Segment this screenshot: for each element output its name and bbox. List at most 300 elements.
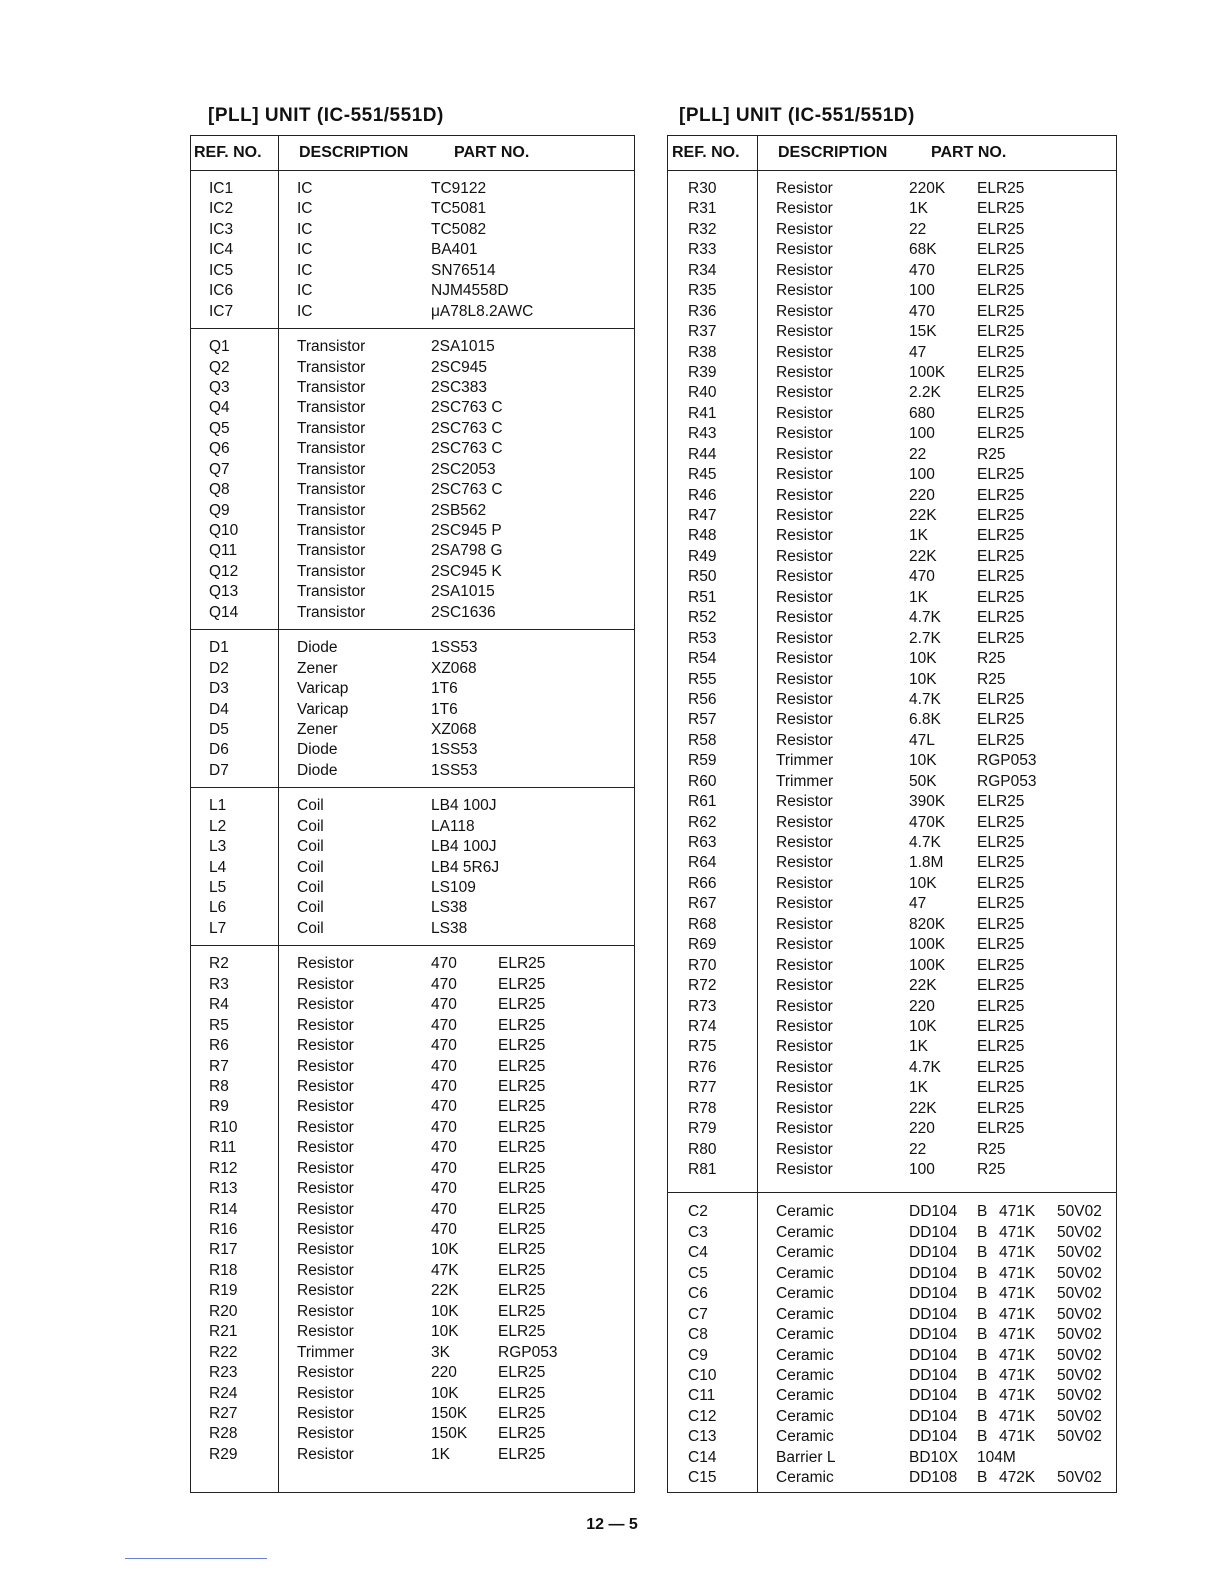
cell-ref-no: R9 <box>209 1098 229 1116</box>
cell-part-no: 10K <box>431 1241 459 1259</box>
cell-ref-no: Q5 <box>209 419 230 437</box>
cell-ref-no: C7 <box>688 1305 708 1323</box>
cell-ref-no: R22 <box>209 1343 238 1361</box>
cell-description: Resistor <box>776 834 833 851</box>
table-row <box>668 976 1116 996</box>
cell-ref-no: R58 <box>688 731 717 749</box>
cell-ref-no: Q12 <box>209 562 239 580</box>
cell-description: Resistor <box>776 200 833 218</box>
cell-part-no: 390K <box>909 793 946 811</box>
cell-part-voltage: 50V02 <box>1057 1223 1102 1241</box>
cell-description: Ceramic <box>776 1305 834 1323</box>
table-row <box>191 1384 634 1404</box>
table-row <box>191 1138 634 1158</box>
cell-description: Resistor <box>776 956 833 974</box>
table-row <box>668 383 1116 403</box>
cell-ref-no: R48 <box>688 527 717 545</box>
cell-description: Ceramic <box>776 1244 834 1262</box>
cell-ref-no: R44 <box>688 445 717 463</box>
cell-description: Resistor <box>776 384 833 402</box>
table-row <box>191 1343 634 1363</box>
cell-description: Barrier L <box>776 1448 836 1466</box>
cell-description: Resistor <box>297 996 354 1014</box>
cell-part-no: LS38 <box>431 919 468 937</box>
table-row <box>191 281 634 301</box>
cell-part-spec: ELR25 <box>977 997 1025 1015</box>
cell-description: Resistor <box>297 1261 354 1279</box>
cell-ref-no: R36 <box>688 302 717 320</box>
cell-ref-no: R14 <box>209 1200 238 1218</box>
cell-description: Diode <box>297 639 338 657</box>
cell-part-voltage: 50V02 <box>1057 1244 1102 1262</box>
cell-part-no: DD104 <box>909 1244 958 1262</box>
cell-ref-no: R52 <box>688 609 717 627</box>
cell-part-value: 471K <box>999 1244 1036 1262</box>
cell-description: Resistor <box>297 1323 354 1341</box>
cell-part-no: 10K <box>909 874 937 892</box>
cell-description: Resistor <box>297 975 354 993</box>
cell-ref-no: R60 <box>688 772 717 790</box>
cell-part-spec: ELR25 <box>977 507 1025 524</box>
cell-part-voltage: 50V02 <box>1057 1366 1102 1384</box>
cell-ref-no: R56 <box>688 690 717 708</box>
table-row <box>668 1078 1116 1098</box>
cell-ref-no: R35 <box>688 282 717 300</box>
cell-part-spec: ELR25 <box>498 1118 546 1136</box>
table-row <box>191 337 634 357</box>
cell-part-no: 10K <box>909 670 937 688</box>
cell-part-no: 2SA1015 <box>431 338 495 356</box>
cell-description: Trimmer <box>297 1343 355 1361</box>
cell-description: Resistor <box>776 568 833 586</box>
cell-description: Resistor <box>297 1282 354 1300</box>
cell-part-spec: ELR25 <box>977 1079 1025 1097</box>
cell-part-no: 470 <box>431 1139 457 1157</box>
cell-part-value: 471K <box>999 1366 1036 1384</box>
cell-part-spec: ELR25 <box>498 1098 546 1116</box>
cell-part-grade: B <box>977 1469 988 1487</box>
cell-ref-no: R77 <box>688 1079 717 1097</box>
cell-part-no: LA118 <box>431 817 475 835</box>
cell-ref-no: Q10 <box>209 522 239 539</box>
cell-description: Resistor <box>297 1077 354 1095</box>
cell-part-grade: B <box>977 1305 988 1323</box>
table-row <box>668 1037 1116 1057</box>
cell-ref-no: Q6 <box>209 440 230 458</box>
cell-description: Resistor <box>297 1404 354 1422</box>
table-row <box>191 740 634 760</box>
cell-description: Resistor <box>297 1221 354 1238</box>
cell-part-no: LB4 100J <box>431 797 497 815</box>
right-title: [PLL] UNIT (IC-551/551D) <box>679 105 915 126</box>
cell-ref-no: R8 <box>209 1077 229 1095</box>
table-row <box>668 588 1116 608</box>
cell-part-value: 471K <box>999 1223 1036 1241</box>
cell-part-no: 470 <box>431 1159 457 1177</box>
cell-part-no: 470 <box>431 1016 457 1034</box>
cell-part-spec: ELR25 <box>498 1384 546 1402</box>
right-parts-table <box>667 135 1117 1493</box>
cell-description: Resistor <box>297 1159 354 1177</box>
cell-part-grade: B <box>977 1223 988 1241</box>
cell-description: Transistor <box>297 562 366 580</box>
cell-part-grade: B <box>977 1387 988 1405</box>
cell-part-spec: ELR25 <box>977 527 1025 545</box>
cell-part-spec: ELR25 <box>977 466 1025 484</box>
cell-description: Transistor <box>297 501 366 519</box>
cell-part-spec: ELR25 <box>977 261 1025 279</box>
cell-description: IC <box>297 200 313 218</box>
cell-part-no: 100 <box>909 466 935 484</box>
cell-ref-no: R59 <box>688 752 717 770</box>
cell-part-spec: ELR25 <box>498 1282 546 1300</box>
table-row <box>668 874 1116 894</box>
cell-ref-no: IC5 <box>209 261 234 279</box>
table-row <box>668 608 1116 628</box>
cell-description: Resistor <box>297 1180 354 1198</box>
cell-ref-no: R39 <box>688 363 717 381</box>
cell-ref-no: R29 <box>209 1445 238 1463</box>
cell-part-voltage: 50V02 <box>1057 1407 1102 1425</box>
cell-part-no: 22 <box>909 220 927 238</box>
cell-ref-no: R5 <box>209 1016 229 1034</box>
cell-description: Resistor <box>776 997 833 1015</box>
cell-ref-no: R43 <box>688 425 717 443</box>
cell-ref-no: R62 <box>688 813 717 831</box>
table-row <box>191 995 634 1015</box>
cell-description: Resistor <box>776 915 833 933</box>
cell-part-no: 470 <box>431 1221 457 1238</box>
cell-description: Resistor <box>776 1140 833 1158</box>
table-row <box>668 1058 1116 1078</box>
table-row <box>668 894 1116 914</box>
table-row <box>191 1261 634 1281</box>
cell-ref-no: R72 <box>688 977 717 995</box>
table-row <box>191 761 634 781</box>
cell-description: Resistor <box>776 323 833 341</box>
cell-ref-no: R16 <box>209 1221 238 1238</box>
cell-part-no: 22K <box>909 507 937 524</box>
cell-part-voltage: 50V02 <box>1057 1428 1102 1446</box>
cell-description: Coil <box>297 797 324 815</box>
table-row <box>668 547 1116 567</box>
cell-part-no: 220 <box>909 486 935 504</box>
table-row <box>668 1264 1116 1284</box>
cell-ref-no: IC1 <box>209 180 234 197</box>
cell-part-spec: ELR25 <box>977 854 1025 872</box>
table-row <box>191 796 634 816</box>
cell-part-spec: ELR25 <box>498 1077 546 1095</box>
table-row <box>668 1407 1116 1427</box>
cell-part-grade: B <box>977 1285 988 1303</box>
cell-ref-no: R19 <box>209 1282 238 1300</box>
cell-ref-no: C3 <box>688 1223 708 1241</box>
cell-description: Ceramic <box>776 1203 834 1221</box>
cell-part-spec: RGP053 <box>977 752 1037 770</box>
cell-part-spec: R25 <box>977 445 1006 463</box>
cell-ref-no: R66 <box>688 874 717 892</box>
cell-description: Resistor <box>297 1384 354 1402</box>
cell-part-no: XZ068 <box>431 720 477 738</box>
cell-ref-no: R12 <box>209 1159 238 1177</box>
table-section <box>191 171 634 329</box>
cell-ref-no: R64 <box>688 854 717 872</box>
cell-ref-no: R74 <box>688 1017 717 1035</box>
table-row <box>668 1366 1116 1386</box>
cell-part-no: 3K <box>431 1343 450 1361</box>
cell-part-no: 2SC2053 <box>431 460 496 478</box>
table-row <box>668 567 1116 587</box>
cell-part-no: 150K <box>431 1425 468 1443</box>
cell-description: Resistor <box>776 711 833 729</box>
cell-part-no: 1T6 <box>431 680 458 698</box>
bottom-rule <box>125 1558 267 1559</box>
cell-ref-no: R31 <box>688 200 717 218</box>
cell-part-no: 100K <box>909 363 946 381</box>
cell-ref-no: R11 <box>209 1139 237 1157</box>
cell-part-spec: ELR25 <box>977 1120 1025 1138</box>
cell-part-no: 2SC763 C <box>431 419 503 437</box>
table-row <box>191 603 634 623</box>
cell-ref-no: Q7 <box>209 460 230 478</box>
cell-part-no: 47K <box>431 1261 459 1279</box>
cell-ref-no: IC7 <box>209 302 234 320</box>
cell-ref-no: R3 <box>209 975 229 993</box>
cell-part-no: DD104 <box>909 1407 958 1425</box>
table-row <box>191 679 634 699</box>
cell-part-spec: R25 <box>977 650 1006 668</box>
cell-ref-no: IC6 <box>209 282 234 300</box>
header-part-no: PART NO. <box>931 144 1007 161</box>
cell-description: Ceramic <box>776 1387 834 1405</box>
cell-ref-no: R69 <box>688 936 717 954</box>
cell-ref-no: IC3 <box>209 220 234 238</box>
table-row <box>191 179 634 199</box>
table-row <box>668 833 1116 853</box>
table-row <box>668 1346 1116 1366</box>
cell-part-spec: R25 <box>977 1161 1006 1178</box>
cell-description: Resistor <box>776 1038 833 1056</box>
cell-part-no: 470 <box>909 302 935 320</box>
table-row <box>668 445 1116 465</box>
table-row <box>668 853 1116 873</box>
cell-part-no: 680 <box>909 404 935 422</box>
cell-part-no: 4.7K <box>909 609 941 627</box>
cell-part-value: 471K <box>999 1407 1036 1425</box>
cell-description: Resistor <box>776 650 833 668</box>
cell-ref-no: L6 <box>209 899 227 917</box>
cell-part-spec: ELR25 <box>498 1180 546 1198</box>
table-row <box>668 1099 1116 1119</box>
cell-description: Resistor <box>776 180 833 197</box>
table-row <box>668 1284 1116 1304</box>
cell-part-no: 100K <box>909 936 946 954</box>
cell-part-no: 220 <box>909 1120 935 1138</box>
table-row <box>191 1159 634 1179</box>
left-table-header <box>191 136 634 171</box>
cell-description: Resistor <box>776 425 833 443</box>
cell-part-grade: B <box>977 1326 988 1344</box>
cell-description: Coil <box>297 838 324 856</box>
cell-description: Diode <box>297 761 338 779</box>
cell-part-no: 470 <box>431 955 457 973</box>
cell-description: Transistor <box>297 378 366 396</box>
cell-description: Ceramic <box>776 1223 834 1241</box>
cell-part-spec: ELR25 <box>977 363 1025 381</box>
cell-part-spec: ELR25 <box>498 1302 546 1320</box>
cell-part-value: 471K <box>999 1387 1036 1405</box>
cell-part-spec: ELR25 <box>977 977 1025 995</box>
cell-part-no: 68K <box>909 241 937 259</box>
table-row <box>668 1386 1116 1406</box>
cell-description: Ceramic <box>776 1428 834 1446</box>
cell-part-no: 1SS53 <box>431 741 478 759</box>
cell-part-spec: ELR25 <box>977 343 1025 361</box>
table-row <box>668 1119 1116 1139</box>
table-row <box>668 179 1116 199</box>
cell-part-no: DD104 <box>909 1305 958 1323</box>
cell-ref-no: R23 <box>209 1364 238 1382</box>
cell-description: Trimmer <box>776 772 834 790</box>
cell-description: Resistor <box>297 1302 354 1320</box>
cell-part-no: 2SA798 G <box>431 542 503 560</box>
cell-ref-no: R57 <box>688 711 717 729</box>
cell-ref-no: L3 <box>209 838 227 856</box>
cell-part-no: BA401 <box>431 241 478 259</box>
cell-part-no: 470K <box>909 813 946 831</box>
table-row <box>191 858 634 878</box>
cell-part-no: 22K <box>909 977 937 995</box>
table-row <box>191 837 634 857</box>
cell-ref-no: R17 <box>209 1241 238 1259</box>
cell-part-no: DD104 <box>909 1387 958 1405</box>
cell-part-no: DD104 <box>909 1346 958 1364</box>
cell-part-no: BD10X <box>909 1448 959 1466</box>
cell-part-no: DD104 <box>909 1203 958 1221</box>
table-row <box>668 792 1116 812</box>
table-row <box>668 424 1116 444</box>
cell-ref-no: C9 <box>688 1346 708 1364</box>
cell-description: Transistor <box>297 358 366 376</box>
cell-description: Resistor <box>776 1017 833 1035</box>
table-row <box>191 220 634 240</box>
cell-ref-no: R41 <box>688 404 717 422</box>
cell-ref-no: R63 <box>688 834 717 851</box>
cell-part-no: XZ068 <box>431 659 477 677</box>
cell-ref-no: R46 <box>688 486 717 504</box>
table-row <box>191 480 634 500</box>
cell-part-spec: ELR25 <box>977 874 1025 892</box>
right-table-body <box>668 171 1116 1493</box>
cell-description: Resistor <box>776 977 833 995</box>
cell-ref-no: R21 <box>209 1323 238 1341</box>
cell-ref-no: R73 <box>688 997 717 1015</box>
cell-part-no: 1K <box>909 1038 928 1056</box>
table-row <box>191 378 634 398</box>
cell-ref-no: D6 <box>209 741 229 759</box>
cell-description: IC <box>297 302 313 320</box>
cell-ref-no: Q14 <box>209 603 239 621</box>
cell-part-spec: ELR25 <box>977 629 1025 647</box>
cell-description: Resistor <box>776 404 833 422</box>
cell-part-spec: ELR25 <box>977 731 1025 749</box>
cell-part-spec: ELR25 <box>977 813 1025 831</box>
table-row <box>191 1077 634 1097</box>
table-row <box>191 659 634 679</box>
cell-part-voltage: 50V02 <box>1057 1285 1102 1303</box>
table-row <box>191 1424 634 1444</box>
cell-description: Resistor <box>776 670 833 688</box>
table-row <box>191 1179 634 1199</box>
cell-part-no: 100 <box>909 282 935 300</box>
cell-part-no: DD104 <box>909 1264 958 1282</box>
cell-part-no: 6.8K <box>909 711 941 729</box>
cell-part-no: 15K <box>909 323 937 341</box>
cell-ref-no: R10 <box>209 1118 238 1136</box>
header-ref-no: REF. NO. <box>672 144 740 161</box>
cell-part-spec: ELR25 <box>977 834 1025 851</box>
cell-description: Varicap <box>297 700 349 718</box>
cell-ref-no: R40 <box>688 384 717 402</box>
table-row <box>191 700 634 720</box>
cell-part-voltage: 50V02 <box>1057 1326 1102 1344</box>
cell-part-spec: ELR25 <box>498 1016 546 1034</box>
cell-part-no: DD104 <box>909 1223 958 1241</box>
cell-description: Zener <box>297 659 338 677</box>
table-row <box>191 439 634 459</box>
cell-part-no: 2SC1636 <box>431 603 496 621</box>
cell-description: Resistor <box>297 1037 354 1055</box>
cell-ref-no: R18 <box>209 1261 238 1279</box>
cell-description: Resistor <box>297 1098 354 1116</box>
cell-part-spec: ELR25 <box>977 220 1025 238</box>
cell-description: Varicap <box>297 680 349 698</box>
cell-ref-no: L2 <box>209 817 227 835</box>
cell-part-grade: B <box>977 1264 988 1282</box>
cell-description: Resistor <box>776 874 833 892</box>
cell-part-spec: RGP053 <box>977 772 1037 790</box>
table-row <box>191 1363 634 1383</box>
right-table-header <box>668 136 1116 171</box>
cell-ref-no: R32 <box>688 220 717 238</box>
table-row <box>191 1016 634 1036</box>
cell-part-no: 1SS53 <box>431 639 478 657</box>
cell-ref-no: R61 <box>688 793 717 811</box>
cell-part-no: 470 <box>431 1200 457 1218</box>
cell-ref-no: R45 <box>688 466 717 484</box>
cell-part-no: 10K <box>909 1017 937 1035</box>
table-row <box>668 956 1116 976</box>
cell-part-no: 470 <box>431 996 457 1014</box>
cell-part-no: LB4 5R6J <box>431 858 500 876</box>
table-row <box>668 1140 1116 1160</box>
left-title: [PLL] UNIT (IC-551/551D) <box>208 105 444 126</box>
cell-part-no: 4.7K <box>909 834 941 851</box>
table-row <box>668 363 1116 383</box>
header-description: DESCRIPTION <box>299 144 409 161</box>
cell-part-no: 2SC763 C <box>431 481 503 499</box>
cell-ref-no: R47 <box>688 507 717 524</box>
cell-description: Ceramic <box>776 1285 834 1303</box>
cell-ref-no: L4 <box>209 858 227 876</box>
cell-part-spec: ELR25 <box>498 1323 546 1341</box>
cell-description: Resistor <box>776 1058 833 1076</box>
table-row <box>191 521 634 541</box>
cell-part-spec: ELR25 <box>977 793 1025 811</box>
cell-part-no: LS109 <box>431 879 476 896</box>
cell-part-no: 1T6 <box>431 700 458 718</box>
cell-ref-no: R38 <box>688 343 717 361</box>
